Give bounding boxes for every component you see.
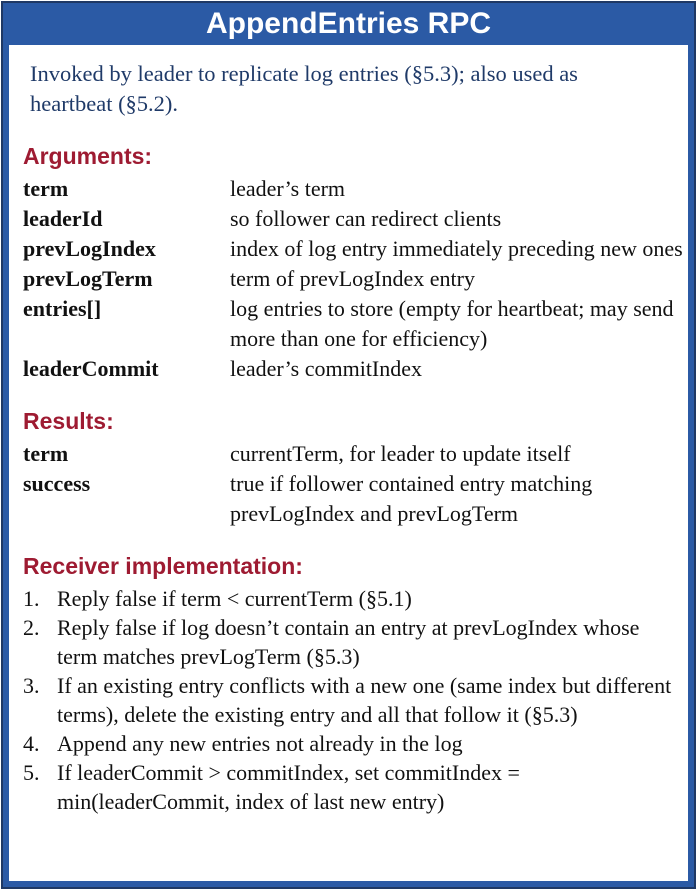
rpc-title: AppendEntries RPC [205, 7, 492, 40]
step-number: 4. [23, 731, 40, 756]
step-text: If leaderCommit > commitIndex, set commitIndex = min(leaderCommit, index of last new entry) [57, 760, 520, 814]
param-name: prevLogIndex [23, 236, 156, 261]
step-number: 5. [23, 760, 40, 785]
param-row [23, 294, 683, 354]
param-desc: term of prevLogIndex entry [230, 266, 475, 291]
param-name: term [23, 176, 69, 201]
step-item [23, 729, 678, 758]
param-row [23, 469, 683, 529]
param-row [23, 174, 683, 204]
param-row [23, 234, 683, 264]
arguments-heading: Arguments: [23, 143, 153, 169]
arguments-table [23, 174, 683, 384]
param-desc: index of log entry immediately preceding new ones [230, 236, 683, 261]
step-text: Reply false if term < currentTerm (§5.1) [57, 586, 412, 611]
receiver-heading: Receiver implementation: [23, 553, 303, 579]
step-item [23, 671, 678, 729]
param-desc: true if follower contained entry matching prevLogIndex and prevLogTerm [230, 471, 593, 526]
param-desc: so follower can redirect clients [230, 206, 502, 231]
receiver-steps [23, 584, 678, 816]
param-desc: log entries to store (empty for heartbeat; may send more than one for efficiency) [230, 296, 674, 351]
param-row [23, 204, 683, 234]
param-name: term [23, 441, 69, 466]
param-name: leaderId [23, 206, 103, 231]
param-name: success [23, 471, 91, 496]
rpc-box [1, 1, 696, 889]
results-heading: Results: [23, 408, 114, 434]
rpc-title-bar [3, 3, 694, 45]
step-number: 2. [23, 615, 40, 640]
param-name: prevLogTerm [23, 266, 153, 291]
param-name: leaderCommit [23, 356, 159, 381]
step-text: Reply false if log doesn’t contain an entry at prevLogIndex whose term matches prevLogTerm (§5.3) [57, 615, 640, 669]
param-row [23, 264, 683, 294]
param-desc: leader’s term [230, 176, 346, 201]
param-name: entries[] [23, 296, 102, 321]
param-row [23, 354, 683, 384]
rpc-body [3, 45, 694, 887]
step-text: If an existing entry conflicts with a new one (same index but different terms), delete the existing entry and all that follow it (§5.3) [57, 673, 672, 727]
step-text: Append any new entries not already in the log [57, 731, 463, 756]
results-table [23, 439, 683, 529]
step-number: 1. [23, 586, 40, 611]
step-number: 3. [23, 673, 40, 698]
param-desc: currentTerm, for leader to update itself [230, 441, 571, 466]
step-item [23, 584, 678, 613]
step-item [23, 758, 678, 816]
param-row [23, 439, 683, 469]
intro-text: Invoked by leader to replicate log entries (§5.3); also used as heartbeat (§5.2). [30, 61, 578, 116]
step-item [23, 613, 678, 671]
param-desc: leader’s commitIndex [230, 356, 423, 381]
